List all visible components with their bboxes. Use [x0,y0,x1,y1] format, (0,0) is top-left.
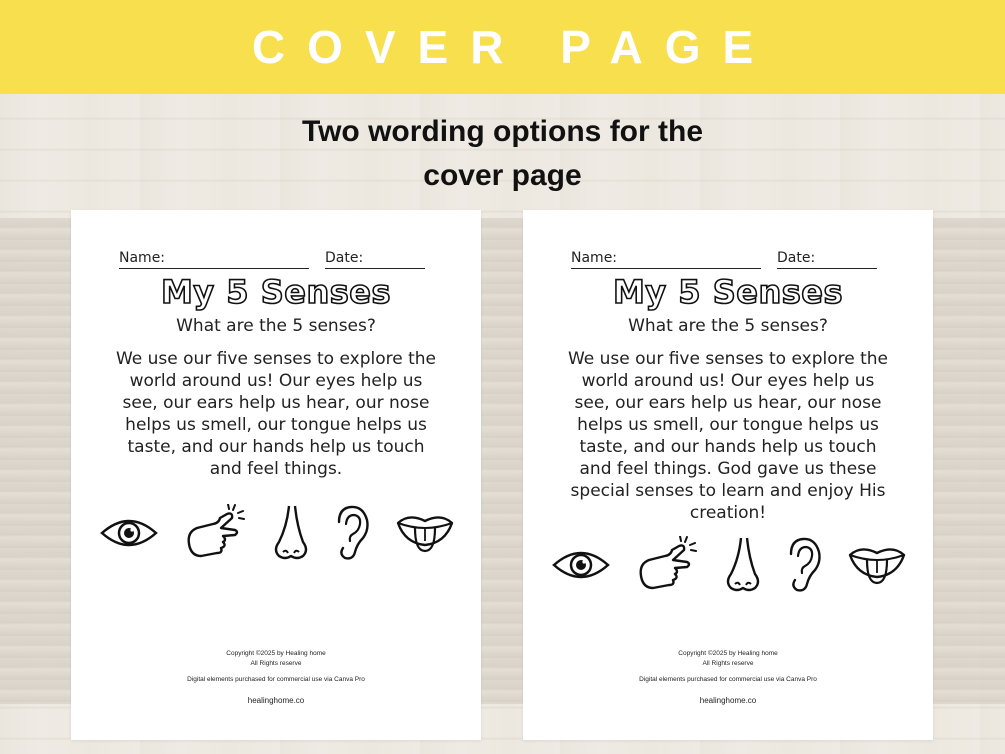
name-field: Name: [571,250,761,269]
digital-elements-note: Digital elements purchased for commercial use via Canva Pro [187,676,365,683]
website-text: healinghome.co [699,696,757,705]
worksheet-title: My 5 Senses [160,273,392,311]
worksheet-body: We use our five senses to explore the world around us! Our eyes help us see, our ears help us hear, our nose helps us smell, our tongue helps us taste, and our hands help us touch and feel things. God gave us these special senses to learn and enjoy His creation! [567,349,889,523]
ear-icon [787,536,823,594]
hand-touch-icon [183,504,247,562]
hand-touch-icon [635,536,699,594]
name-field: Name: [119,250,309,269]
worksheet-title: My 5 Senses [612,273,844,311]
copyright-line-1: Copyright ©2025 by Healing home [226,650,326,657]
worksheet-option-2 [523,210,933,740]
header-title: COVER PAGE [251,21,776,73]
header-banner [0,0,1005,94]
nose-icon [723,536,763,594]
subtitle-line-1: Two wording options for the [301,115,704,148]
worksheet-question: What are the 5 senses? [176,316,376,336]
worksheet-question: What are the 5 senses? [628,316,828,336]
digital-elements-note: Digital elements purchased for commercial use via Canva Pro [639,676,817,683]
website-text: healinghome.co [247,696,305,705]
senses-icons [551,532,907,598]
senses-icons [99,500,455,566]
subtitle-line-2: cover page [423,159,582,192]
subtitle [0,110,1005,198]
tongue-icon [395,511,455,555]
ear-icon [335,504,371,562]
tongue-icon [847,543,907,587]
date-field: Date: [777,250,877,269]
copyright-line-2: All Rights reserve [702,660,754,667]
date-field: Date: [325,250,425,269]
copyright-line-1: Copyright ©2025 by Healing home [678,650,778,657]
name-date-row [571,250,883,274]
worksheet-option-1 [71,210,481,740]
eye-icon [551,545,611,585]
copyright-line-2: All Rights reserve [250,660,302,667]
worksheet-body: We use our five senses to explore the world around us! Our eyes help us see, our ears help us hear, our nose helps us smell, our tongue helps us taste, and our hands help us touch and feel things. [115,349,437,479]
name-date-row [119,250,431,274]
eye-icon [99,513,159,553]
nose-icon [271,504,311,562]
